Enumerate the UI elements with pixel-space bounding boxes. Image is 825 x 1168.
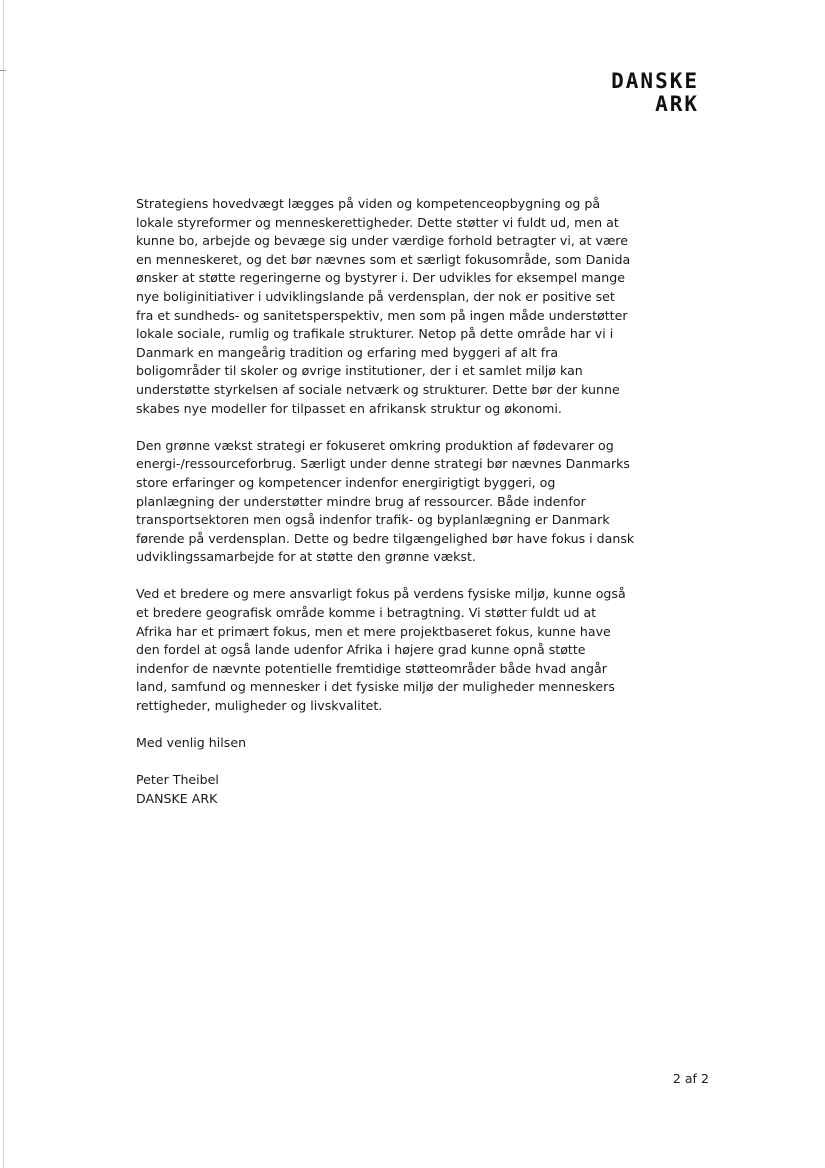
paragraph-strategy: Strategiens hovedvægt lægges på viden og kompetenceopbygning og på lokale styreformer og menneskerettigheder. Dette støtter vi fuldt ud, men at kunne bo, arbejde og bevæge sig under værdige forhold betragter vi, at være en menneskeret, og det bør nævnes som et særligt fokusområde, som Danida ønsker at støtte regeringerne og bystyrer i. Der udvikles for eksempel mange nye boliginitiativer i udviklingslande på verdensplan, der nok er positive set fra et sundheds- og sanitetsperspektiv, men som på ingen måde understøtter lokale sociale, rumlig og trafikale strukturer. Netop på dette område har vi i Danmark en mangeårig tradition og erfaring med byggeri af alt fra boligområder til skoler og øvrige institutioner, der i et samlet miljø kan understøtte styrkelsen af sociale netværk og strukturer. Dette bør der kunne skabes nye modeller for tilpasset en afrikansk struktur og økonomi. (136, 196, 631, 416)
logo-line-1: DANSKE (611, 69, 699, 93)
paragraph-green-growth: Den grønne vækst strategi er fokuseret omkring produktion af fødevarer og energi-/ressourceforbrug. Særligt under denne strategi bør nævnes Danmarks store erfaringer og kompetencer indenfor energirigtigt byggeri, og planlægning der understøtter mindre brug af ressourcer. Både indenfor transportsektoren men også indenfor trafik- og byplanlægning er Danmark førende på verdensplan. Dette og bedre tilgængelighed bør have fokus i dansk udviklingssamarbejde for at støtte den grønne vækst. (136, 437, 635, 565)
page-number: 2 af 2 (672, 1071, 709, 1086)
paragraph-broader-focus: Ved et bredere og mere ansvarligt fokus på verdens fysiske miljø, kunne også et bredere geografisk område komme i betragtning. Vi støtter fuldt ud at Afrika har et primært fokus, men et mere projektbaseret fokus, kunne have den fordel at også lande udenfor Afrika i højere grad kunne opnå støtte indenfor de nævnte potentielle fremtidige støtteområder både hvad angår land, samfund og mennesker i det fysiske miljø der muligheder menneskers rettigheder, muligheder og livskvalitet. (136, 586, 626, 714)
page-edge (3, 0, 4, 1168)
closing-greeting: Med venlig hilsen (136, 735, 247, 751)
letter-body (136, 195, 636, 809)
signature-name: Peter Theibel (136, 772, 219, 788)
signature-organization: DANSKE ARK (136, 791, 218, 806)
scan-mark (0, 70, 6, 71)
logo-line-2: ARK (655, 92, 699, 116)
danske-ark-logo (611, 70, 699, 116)
signature-block (136, 771, 636, 808)
